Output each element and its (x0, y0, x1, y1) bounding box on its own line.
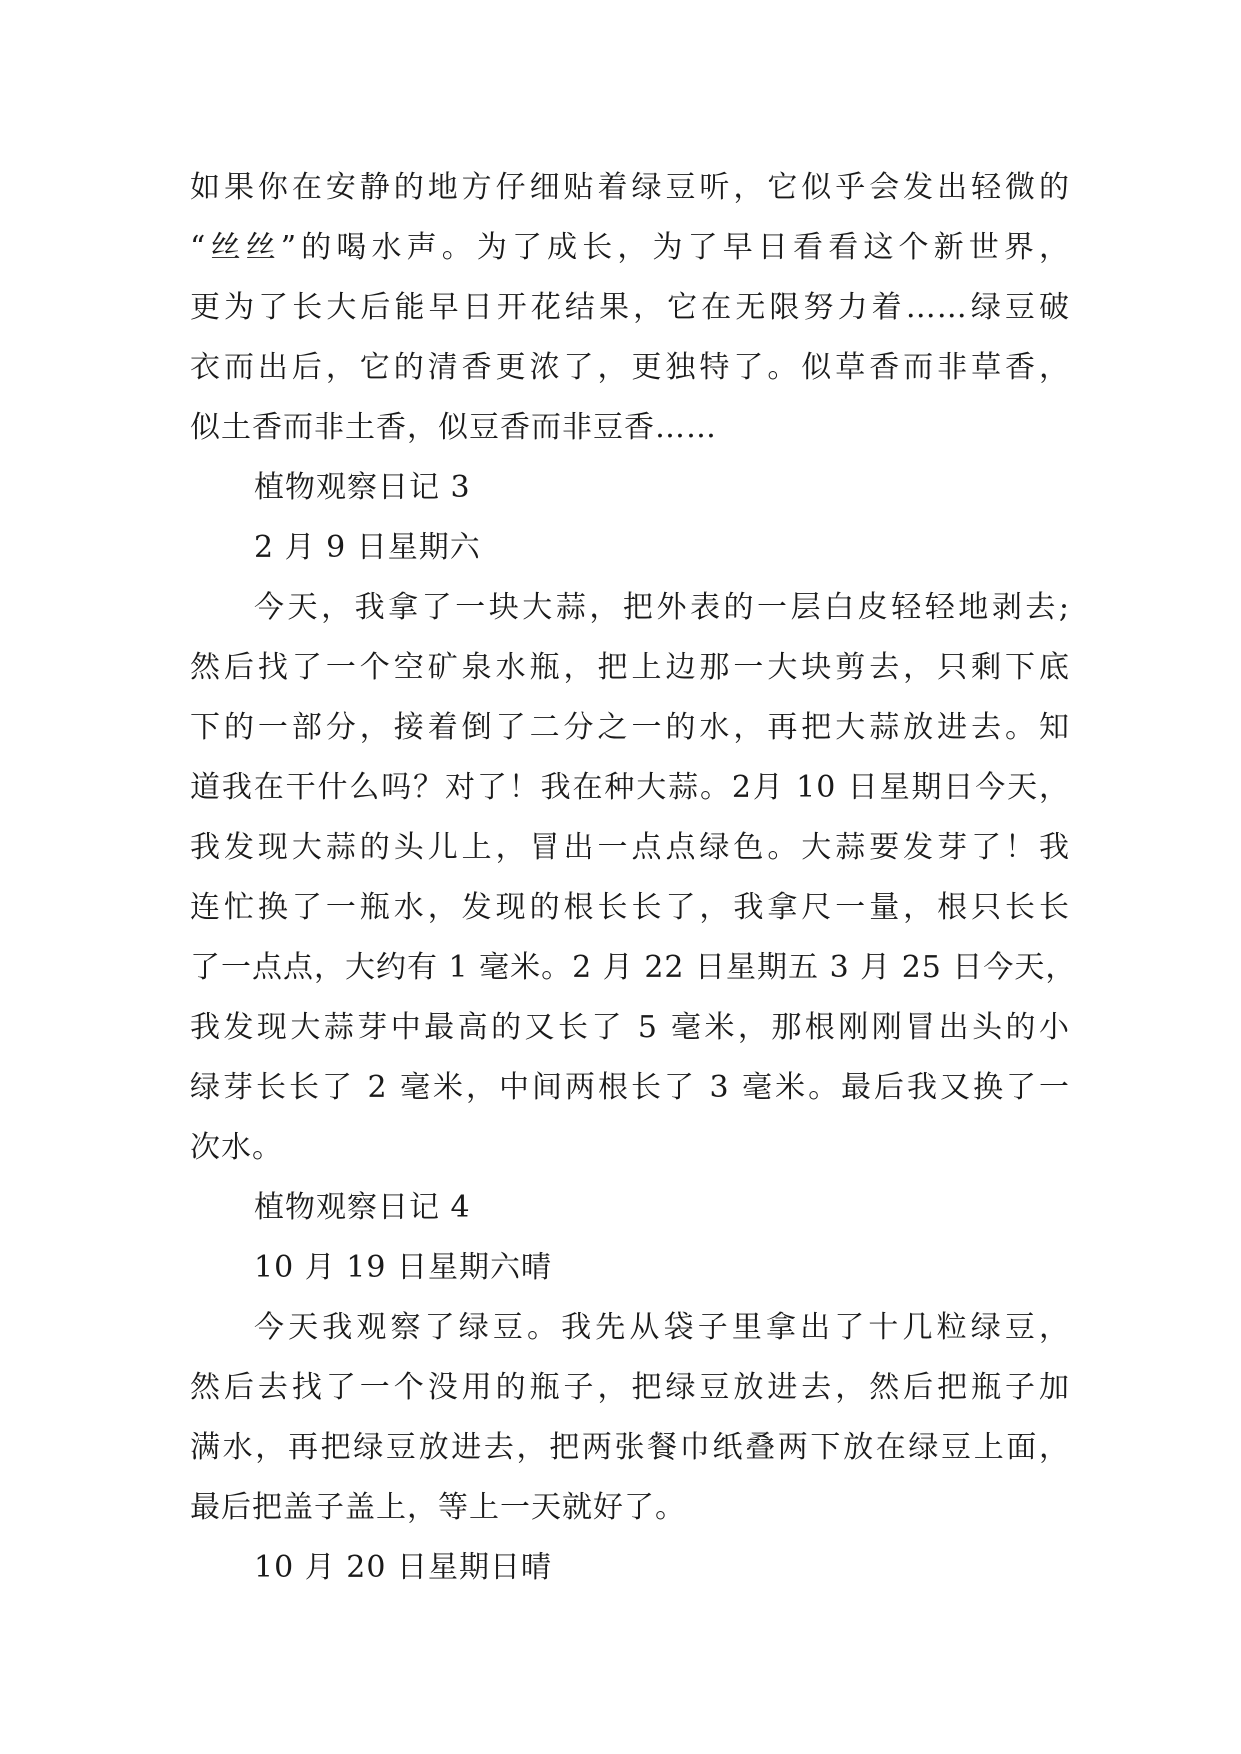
text-line: 今天，我拿了一块大蒜，把外表的一层白皮轻轻地剥去; (254, 590, 1070, 625)
text-line: 更为了长大后能早日开花结果，它在无限努力着……绿豆破 (190, 290, 1070, 325)
text-line: 道我在干什么吗？对了！我在种大蒜。2月 10 日星期日今天， (190, 770, 1070, 805)
section-heading: 植物观察日记 4 (254, 1190, 471, 1225)
text-line: 最后把盖子盖上，等上一天就好了。 (190, 1490, 686, 1525)
text-line: 如果你在安静的地方仔细贴着绿豆听，它似乎会发出轻微的 (190, 170, 1070, 205)
text-line: 满水，再把绿豆放进去，把两张餐巾纸叠两下放在绿豆上面， (190, 1430, 1070, 1465)
text-line: 下的一部分，接着倒了二分之一的水，再把大蒜放进去。知 (190, 710, 1070, 745)
entry-date: 10 月 20 日星期日晴 (254, 1550, 552, 1585)
text-line: 了一点点，大约有 1 毫米。2 月 22 日星期五 3 月 25 日今天， (190, 950, 1077, 985)
text-line: 绿芽长长了 2 毫米，中间两根长了 3 毫米。最后我又换了一 (190, 1070, 1070, 1105)
text-line: 我发现大蒜芽中最高的又长了 5 毫米，那根刚刚冒出头的小 (190, 1010, 1070, 1045)
text-line: 似土香而非土香，似豆香而非豆香…… (190, 410, 717, 445)
text-line: 今天我观察了绿豆。我先从袋子里拿出了十几粒绿豆， (254, 1310, 1070, 1345)
text-line: 然后去找了一个没用的瓶子，把绿豆放进去，然后把瓶子加 (190, 1370, 1070, 1405)
text-line: 次水。 (190, 1130, 283, 1165)
section-heading: 植物观察日记 3 (254, 470, 471, 505)
entry-date: 10 月 19 日星期六晴 (254, 1250, 552, 1285)
text-line: 我发现大蒜的头儿上，冒出一点点绿色。大蒜要发芽了！我 (190, 830, 1070, 865)
text-line: 然后找了一个空矿泉水瓶，把上边那一大块剪去，只剩下底 (190, 650, 1070, 685)
text-line: 衣而出后，它的清香更浓了，更独特了。似草香而非草香， (190, 350, 1070, 385)
document-page (190, 158, 1077, 1598)
text-line: 连忙换了一瓶水，发现的根长长了，我拿尺一量，根只长长 (190, 890, 1070, 925)
entry-date: 2 月 9 日星期六 (254, 530, 481, 565)
text-line: “丝丝”的喝水声。为了成长，为了早日看看这个新世界， (190, 230, 1070, 265)
